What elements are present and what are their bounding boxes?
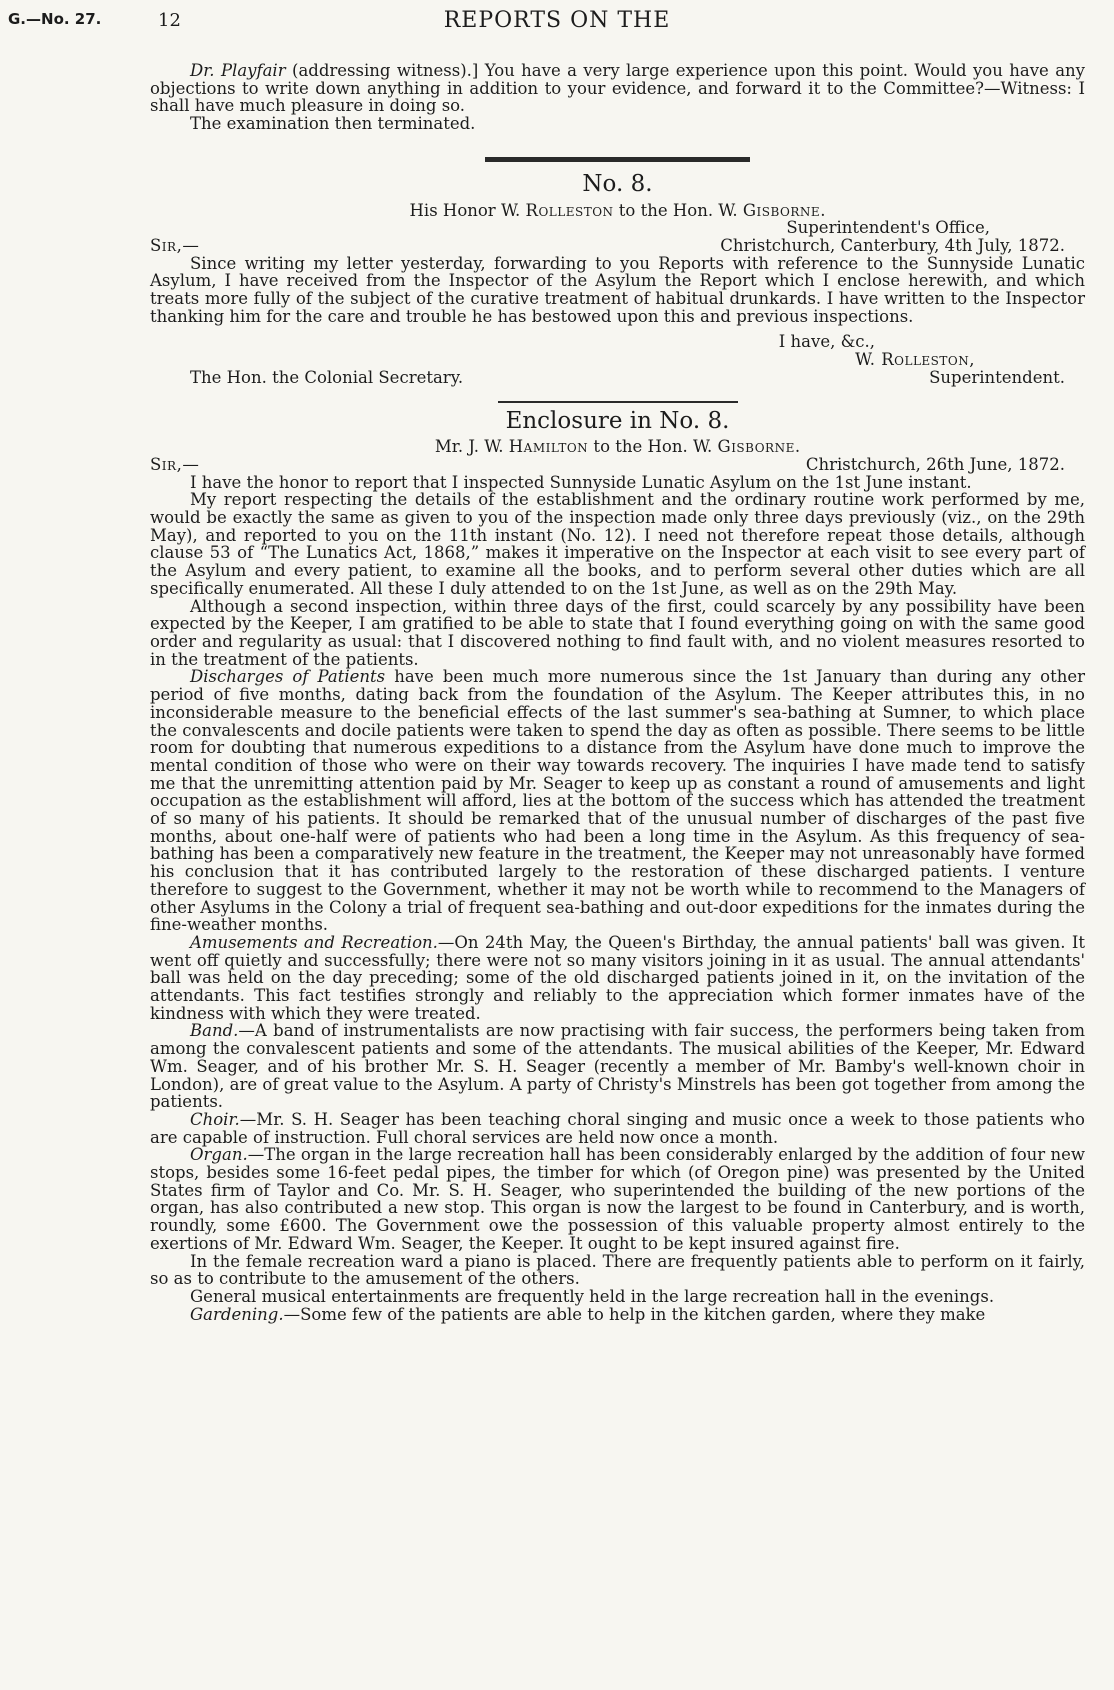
section-divider [485, 157, 750, 162]
letter-signature: W. Rolleston, [855, 350, 975, 370]
section-head: Organ. [190, 1145, 248, 1165]
examination-terminated: The examination then terminated. [190, 114, 476, 134]
entertainment-paragraph: General musical entertainments are frequently held in the large recreation hall in the evenings. [190, 1287, 995, 1306]
amusements-paragraph: Amusements and Recreation.—On 24th May, the Queen's Birthday, the annual patients' ball was given. It went off quietly and successfully; there were not so many visitors joining in it as usual. The annual attendants' ball was held on the day preceding; some of the old discharged patients joined in it, on the invitation of the attendants. This fact testifies strongly and reliably to the appreciation which former inmates have of the kindness with which they were treated. [150, 932, 1085, 1023]
enclosure-paragraph: I have the honor to report that I inspected Sunnyside Lunatic Asylum on the 1st June instant. [190, 472, 972, 492]
organ-paragraph: Organ.—The organ in the large recreation hall has been considerably enlarged by the addition of four new stops, besides some 16-feet pedal pipes, the timber for which (of Oregon pine) was presented by the United States firm of Taylor and Co. Mr. S. H. Seager, who superintended the building of the new portions of the organ, has also contributed a new stop. This organ is now the largest to be found in Canterbury, and is worth, roundly, some £600. The Government owe the possession of this valuable property almost entirely to the exertions of Mr. Edward Wm. Seager, the Keeper. It ought to be kept insured against fire. [150, 1145, 1085, 1253]
enclosure-paragraph: Although a second inspection, within three days of the first, could scarcely by any possibility have been expected by the Keeper, I am gratified to be able to state that I found everything going on with the same good order and regularity as usual: that I discovered nothing to find fault with, and no violent measures resorted to in the treatment of the patients. [150, 596, 1085, 669]
running-title: REPORTS ON THE [443, 8, 671, 33]
addressee-row [150, 369, 1085, 387]
letter-closing: I have, &c., [778, 332, 875, 352]
prelude-paragraph: Dr. Playfair (addressing witness).] You have a very large experience upon this point. Would you have any objections to write down anything in addition to your evidence, and forward it to the Committee?—Witness: I shall have much pleasure in doing so. [150, 61, 1085, 116]
letter-from-to: His Honor W. Rolleston to the Hon. W. Gisborne. [409, 200, 826, 220]
document-reference: G.—No. 27. [8, 10, 102, 28]
enclosure-heading: Enclosure in No. 8. [505, 407, 730, 434]
enclosure-salutation-row [150, 456, 1085, 474]
enclosure-paragraph: My report respecting the details of the establishment and the ordinary routine work performed by me, would be exactly the same as given to you of the inspection made only three days previously (viz., on the 29th May), and reported to you on the 11th instant (No. 12). I need not therefore repeat those details, although clause 53 of “The Lunatics Act, 1868,” makes it imperative on the Inspector at each visit to see every part of the Asylum and every patient, to examine all the books, and to perform several other duties which are all specifically enumerated. All these I duly attended to on the 1st June, as well as on the 29th May. [150, 490, 1085, 598]
section-head: Choir. [190, 1109, 240, 1129]
section-head: Band. [190, 1021, 239, 1041]
letter-place-date: Christchurch, Canterbury, 4th July, 1872. [720, 235, 1065, 255]
letter-office-line: Superintendent's Office, [786, 218, 990, 238]
section-head: Amusements and Recreation. [190, 932, 438, 952]
enclosure-place-date: Christchurch, 26th June, 1872. [805, 454, 1065, 474]
piano-paragraph: In the female recreation ward a piano is placed. There are frequently patients able to perform on it fairly, so as to contribute to the amusement of the others. [150, 1251, 1085, 1289]
letter-addressee: The Hon. the Colonial Secretary. [190, 367, 464, 387]
page-number: 12 [158, 10, 181, 31]
section-divider [498, 401, 738, 403]
text-column [150, 62, 1085, 1323]
letter-body: Since writing my letter yesterday, forwarding to you Reports with reference to the Sunnyside Lunatic Asylum, I have received from the Inspector of the Asylum the Report which I enclose herewith, and which treats more fully of the subject of the curative treatment of habitual drunkards. I have written to the Inspector thanking him for the care and trouble he has bestowed upon this and previous inspections. [150, 253, 1085, 326]
gardening-paragraph: Gardening.—Some few of the patients are able to help in the kitchen garden, where they make [190, 1304, 986, 1324]
speaker-name: Dr. Playfair [190, 61, 286, 80]
salutation-row [150, 237, 1085, 255]
enclosure-salutation: Sir,— [150, 454, 200, 474]
choir-paragraph: Choir.—Mr. S. H. Seager has been teaching choral singing and music once a week to those patients who are capable of instruction. Full choral services are held now once a month. [150, 1109, 1085, 1147]
letter-salutation: Sir,— [150, 235, 200, 255]
enclosure-from-to: Mr. J. W. Hamilton to the Hon. W. Gisborne. [434, 437, 801, 457]
letter-heading: No. 8. [582, 170, 653, 197]
signatory-title: Superintendent. [929, 367, 1065, 387]
band-paragraph: Band.—A band of instrumentalists are now practising with fair success, the performers being taken from among the convalescent patients and some of the attendants. The musical abilities of the Keeper, Mr. Edward Wm. Seager, and of his brother Mr. S. H. Seager (recently a member of Mr. Bamby's well-known choir in London), are of great value to the Asylum. A party of Christy's Minstrels has been got together from among the patients. [150, 1021, 1085, 1112]
section-head: Discharges of Patients [190, 667, 386, 687]
page-header [8, 8, 1106, 40]
section-head: Gardening. [190, 1304, 284, 1324]
discharges-paragraph: Discharges of Patients have been much more numerous since the 1st January than during any other period of five months, dating back from the foundation of the Asylum. The Keeper attributes this, in no inconsiderable measure to the beneficial effects of the last summer's sea-bathing at Sumner, to which place the convalescents and docile patients were taken to spend the day as often as possible. There seems to be little room for doubting that numerous expeditions to a distance from the Asylum have done much to improve the mental condition of those who were on their way towards recovery. The inquiries I have made tend to satisfy me that the unremitting attention paid by Mr. Seager to keep up as constant a round of amusements and light occupation as the establishment will afford, lies at the bottom of the success which has attended the treatment of so many of his patients. It should be remarked that of the unusual number of discharges of the past five months, about one-half were of patients who had been a long time in the Asylum. As this frequency of sea-bathing has been a comparatively new feature in the treatment, the Keeper may not unreasonably have formed his conclusion that it has contributed largely to the restoration of these discharged patients. I venture therefore to suggest to the Government, whether it may not be worth while to recommend to the Managers of other Asylums in the Colony a trial of frequent sea-bathing and out-door expeditions for the inmates during the fine-weather months. [150, 667, 1085, 935]
